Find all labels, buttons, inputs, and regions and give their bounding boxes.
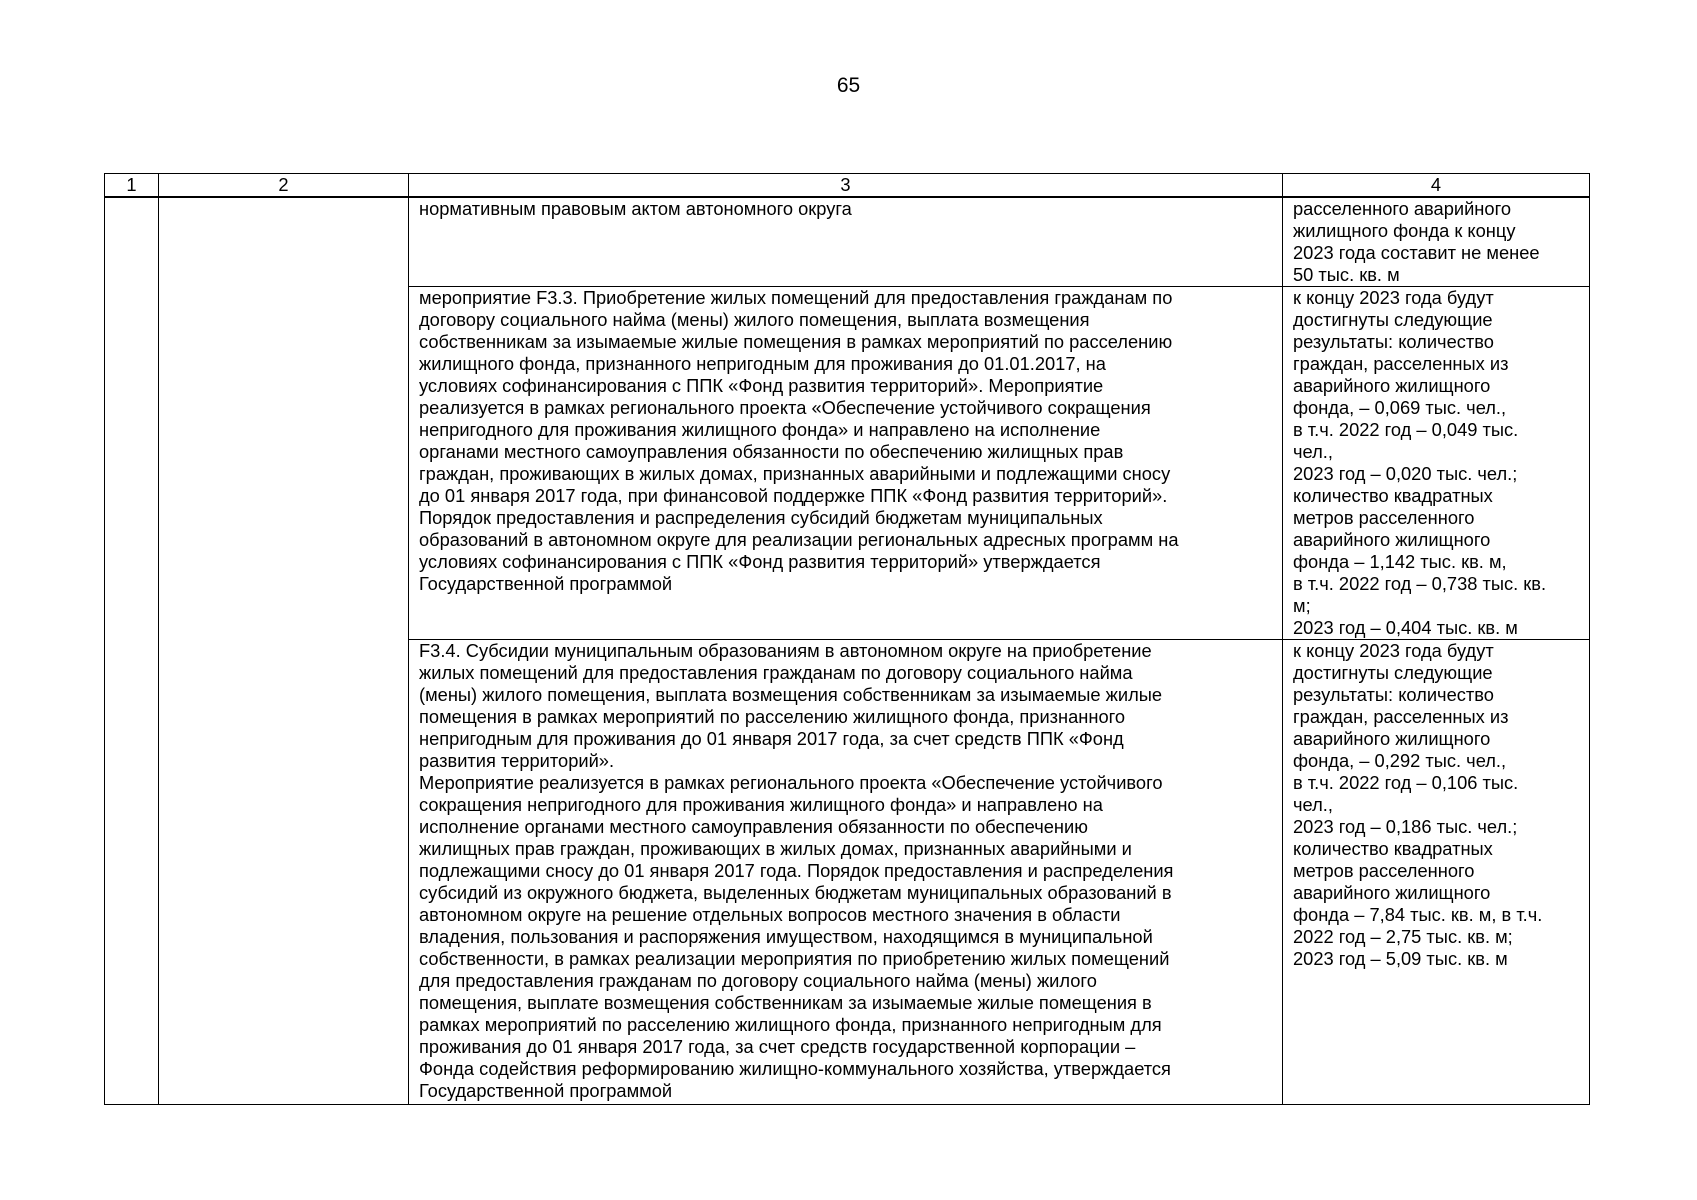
column-header-2: 2 bbox=[159, 174, 409, 198]
measure-result-cell: к концу 2023 года будут достигнуты следующие результаты: количество граждан, расселенных из аварийного жилищного фонда, – 0,069 тыс. чел., в т.ч. 2022 год – 0,049 тыс. чел., 2023 год – 0,020 тыс. чел.; количество квадратных метров расселенного аварийного жилищного фонда – 1,142 тыс. кв. м, в т.ч. 2022 год – 0,738 тыс. кв. м; 2023 год – 0,404 тыс. кв. м bbox=[1283, 287, 1590, 640]
measure-result-cell: расселенного аварийного жилищного фонда к концу 2023 года составит не менее 50 тыс. кв. м bbox=[1283, 197, 1590, 287]
column-header-3: 3 bbox=[409, 174, 1283, 198]
measure-description-cell: F3.4. Субсидии муниципальным образованиям в автономном округе на приобретение жилых помещений для предоставления гражданам по договору социального найма (мены) жилого помещения, выплата возмещения собственникам за изымаемые жилые помещения в рамках мероприятий по расселению жилищного фонда, признанного непригодным для проживания до 01 января 2017 года, за счет средств ППК «Фонд развития территорий». Мероприятие реализуется в рамках регионального проекта «Обеспечение устойчивого сокращения непригодного для проживания жилищного фонда» и направлено на исполнение органами местного самоуправления обязанности по обеспечению жилищных прав граждан, проживающих в жилых домах, признанных аварийными и подлежащими сносу до 01 января 2017 года. Порядок предоставления и распределения субсидий из окружного бюджета, выделенных бюджетам муниципальных образований в автономном округе на решение отдельных вопросов местного значения в области владения, пользования и распоряжения имуществом, находящимся в муниципальной собственности, в рамках реализации мероприятия по приобретению жилых помещений для предоставления гражданам по договору социального найма (мены) жилого помещения, выплате возмещения собственникам за изымаемые жилые помещения в рамках мероприятий по расселению жилищного фонда, признанного непригодным для проживания до 01 января 2017 года, за счет средств государственной корпорации – Фонда содействия реформированию жилищно-коммунального хозяйства, утверждается Государственной программой bbox=[409, 640, 1283, 1105]
column-1-cell bbox=[105, 197, 159, 1105]
measures-table bbox=[104, 173, 1590, 1105]
column-header-4: 4 bbox=[1283, 174, 1590, 198]
table-header-row bbox=[105, 174, 1590, 198]
column-2-cell bbox=[159, 197, 409, 1105]
page-number: 65 bbox=[836, 74, 861, 97]
column-header-1: 1 bbox=[105, 174, 159, 198]
measure-description-cell: нормативным правовым актом автономного округа bbox=[409, 197, 1283, 287]
table-row bbox=[105, 197, 1590, 287]
measure-description-cell: мероприятие F3.3. Приобретение жилых помещений для предоставления гражданам по договору социального найма (мены) жилого помещения, выплата возмещения собственникам за изымаемые жилые помещения в рамках мероприятий по расселению жилищного фонда, признанного непригодным для проживания до 01.01.2017, на условиях софинансирования с ППК «Фонд развития территорий». Мероприятие реализуется в рамках регионального проекта «Обеспечение устойчивого сокращения непригодного для проживания жилищного фонда» и направлено на исполнение органами местного самоуправления обязанности по обеспечению жилищных прав граждан, проживающих в жилых домах, признанных аварийными и подлежащими сносу до 01 января 2017 года, при финансовой поддержке ППК «Фонд развития территорий». Порядок предоставления и распределения субсидий бюджетам муниципальных образований в автономном округе для реализации региональных адресных программ на условиях софинансирования с ППК «Фонд развития территорий» утверждается Государственной программой bbox=[409, 287, 1283, 640]
measure-result-cell: к концу 2023 года будут достигнуты следующие результаты: количество граждан, расселенных из аварийного жилищного фонда, – 0,292 тыс. чел., в т.ч. 2022 год – 0,106 тыс. чел., 2023 год – 0,186 тыс. чел.; количество квадратных метров расселенного аварийного жилищного фонда – 7,84 тыс. кв. м, в т.ч. 2022 год – 2,75 тыс. кв. м; 2023 год – 5,09 тыс. кв. м bbox=[1283, 640, 1590, 1105]
